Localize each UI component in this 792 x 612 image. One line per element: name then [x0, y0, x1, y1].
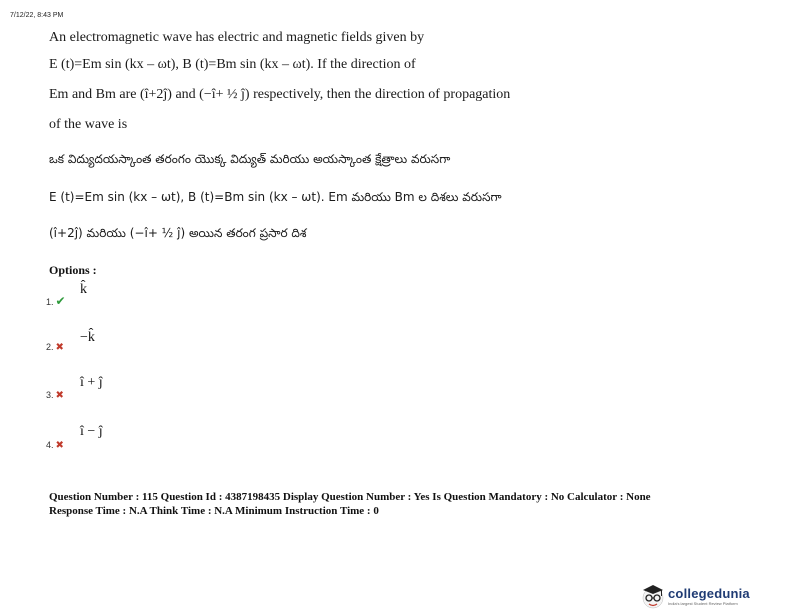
option-4-number	[46, 440, 64, 451]
logo-tagline: India's largest Student Review Platform	[668, 601, 738, 606]
option-4-value: î − ĵ	[80, 424, 103, 439]
print-timestamp: 7/12/22, 8:43 PM	[10, 12, 64, 19]
logo-text	[668, 586, 750, 606]
option-3-number-text: 3.	[46, 390, 54, 400]
option-3-value: î + ĵ	[80, 375, 103, 390]
option-1-value: k̂	[80, 282, 87, 297]
option-2-number	[46, 342, 64, 353]
option-2-value: −k̂	[80, 330, 95, 345]
telugu-line-2: E (t)=Em sin (kx – ωt), B (t)=Bm sin (kx – ωt). Em మరియు Bm ల దిశలు వరుసగా	[49, 190, 502, 204]
options-label: Options :	[49, 263, 97, 277]
telugu-line-3: (î+2ĵ) మరియు (−î+ ½ ĵ) అయిన తరంగ ప్రసార దిశ	[49, 226, 307, 240]
option-2-number-text: 2.	[46, 342, 54, 352]
question-line-2	[49, 57, 416, 73]
question-line-1	[49, 30, 571, 46]
question-line-3	[49, 87, 510, 103]
question-text-4: of the wave is	[49, 117, 128, 132]
cross-icon: ✖	[55, 440, 64, 451]
question-line-4	[49, 117, 127, 133]
question-text-1: An electromagnetic wave has electric and magnetic fields given by	[49, 30, 425, 45]
option-3-number	[46, 390, 64, 401]
option-4-number-text: 4.	[46, 440, 54, 450]
collegedunia-logo	[640, 582, 788, 610]
telugu-line-1: ఒక విద్యుదయస్కాంత తరంగం యొక్క విద్యుత్ మరియు అయస్కాంత క్షేత్రాలు వరుసగా	[49, 152, 451, 166]
response-metadata: Response Time : N.A Think Time : N.A Minimum Instruction Time : 0	[49, 505, 379, 517]
question-metadata: Question Number : 115 Question Id : 4387198435 Display Question Number : Yes Is Question Mandatory : No Calculator : None	[49, 491, 651, 503]
logo-name: collegedunia	[668, 586, 750, 601]
graduate-mascot-icon	[640, 583, 666, 609]
option-1-number	[46, 294, 66, 308]
question-text-2: E (t)=Em sin (kx – ωt), B (t)=Bm sin (kx – ωt). If the direction of	[49, 57, 416, 72]
cross-icon: ✖	[55, 342, 64, 353]
check-icon: ✔	[55, 294, 66, 308]
cross-icon: ✖	[55, 390, 64, 401]
question-text-3: Em and Bm are (î+2ĵ) and (−î+ ½ ĵ) respectively, then the direction of propagation	[49, 87, 511, 102]
option-1-number-text: 1.	[46, 297, 54, 307]
